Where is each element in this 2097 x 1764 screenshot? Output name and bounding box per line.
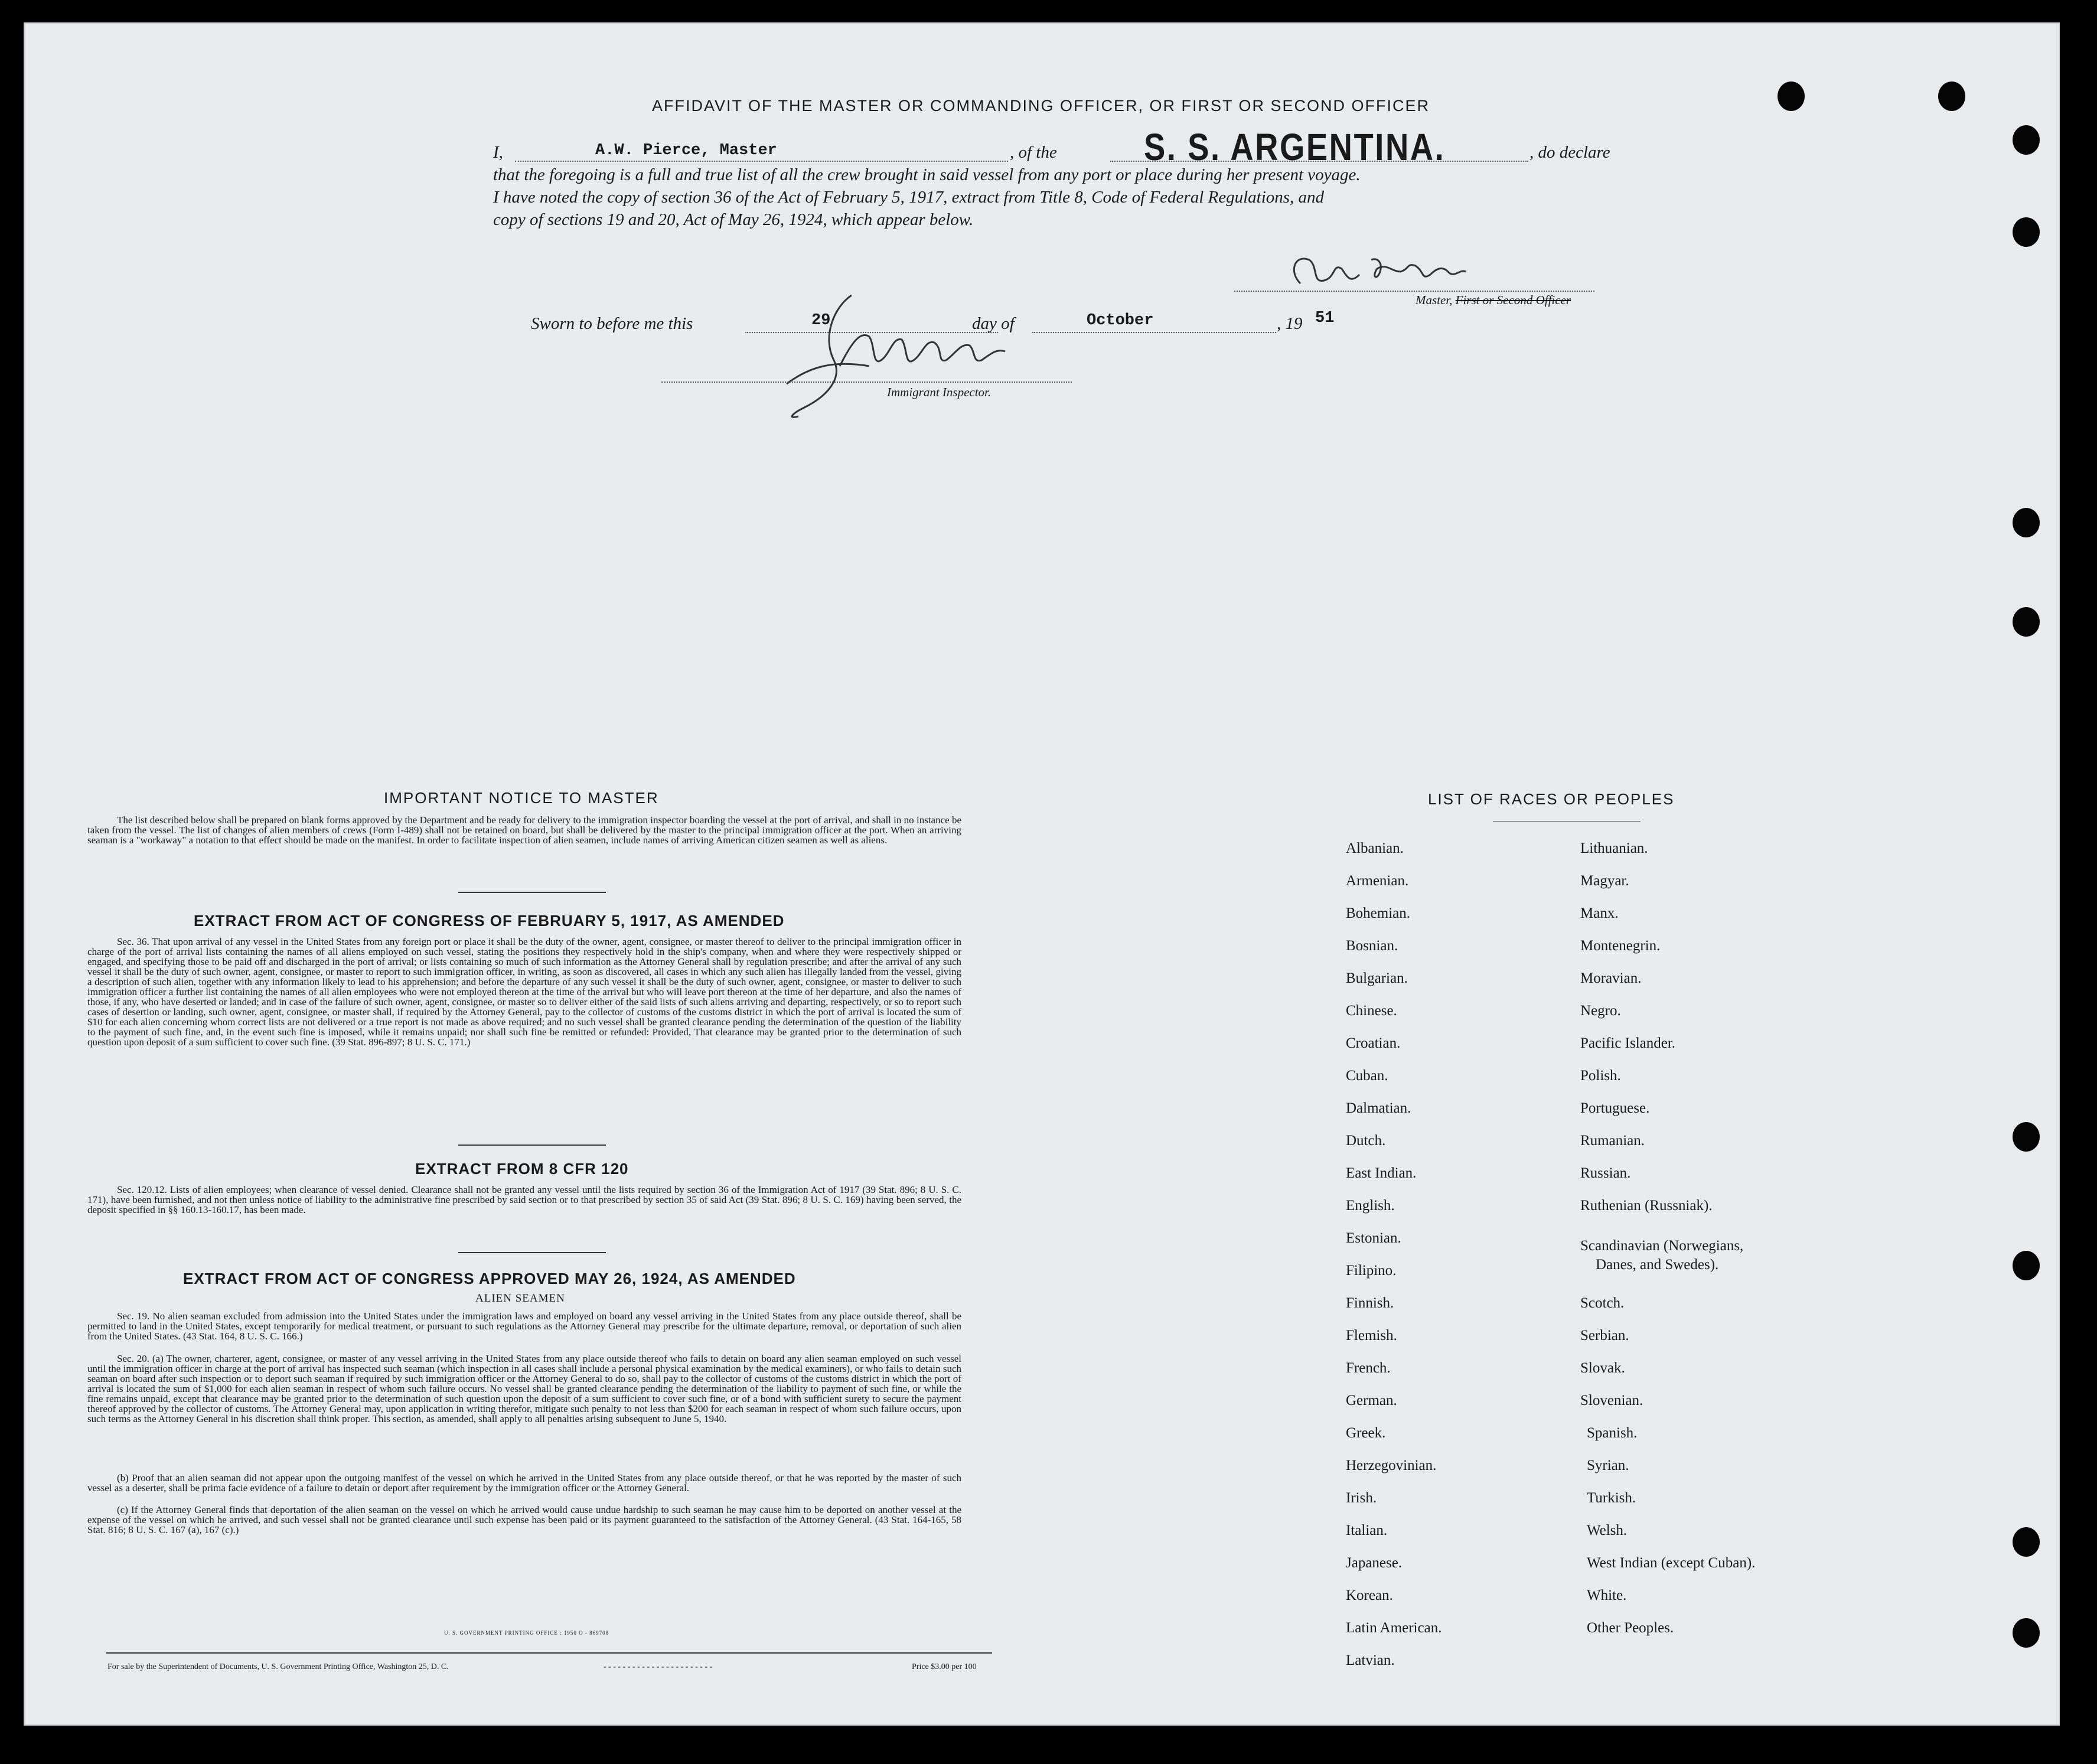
punch-hole (2013, 508, 2040, 537)
master-caption (1416, 293, 1571, 308)
sworn-day: 29 (811, 312, 831, 330)
divider (458, 1252, 606, 1253)
race-item: Manx. (1580, 905, 1619, 921)
inspector-signature-line (661, 382, 1072, 383)
of-the-label: , of the (1010, 143, 1057, 162)
race-item: Albanian. (1346, 840, 1404, 856)
race-item: Cuban. (1346, 1068, 1388, 1084)
divider (458, 1145, 606, 1146)
race-item: Latin American. (1346, 1620, 1442, 1636)
sec-20c-body: (c) If the Attorney General finds that deportation of the alien seaman on the vessel on which he arrived would cause undue hardship to such seaman he may cause him to be deported on another vessel at the expense of the vessel on which he arrived, and such vessel shall not be granted clearance until such expense has been paid or its payment guaranteed to the satisfaction of the Attorney General. (43 Stat. 164-165, 58 Stat. 816; 8 U. S. C. 167 (a), 167 (c).) (87, 1504, 961, 1535)
document-page (24, 22, 2060, 1726)
punch-hole (2013, 1527, 2040, 1557)
declaration-line-2: that the foregoing is a full and true list of all the crew brought in said vessel from any port or place during her present voyage. (493, 165, 1361, 184)
footer-left: For sale by the Superintendent of Documents, U. S. Government Printing Office, Washington 25, D. C. (107, 1662, 449, 1671)
ship-name-stamp: S. S. ARGENTINA. (1144, 126, 1446, 168)
race-item: Irish. (1346, 1490, 1377, 1506)
race-item: Bulgarian. (1346, 970, 1408, 986)
race-item: Herzegovinian. (1346, 1457, 1437, 1473)
race-item: Greek. (1346, 1425, 1386, 1441)
extract-1917-body: Sec. 36. That upon arrival of any vessel in the United States from any foreign port or place it shall be the duty of the owner, agent, consignee, or master thereof to deliver to the principal immigration officer in charge of the port of arrival lists containing the names of all aliens employed on such vessel, stating the positions they respectively hold in the ship's company, when and where they were respectively shipped or engaged, and specifying those to be paid off and discharged in the port of arrival; or lists containing so much of such information as the Attorney General shall by regulation prescribe; and after the arrival of any such vessel it shall be the duty of such owner, agent, consignee, or master to report to such immigration officer, in writing, as soon as discovered, all cases in which any such alien has illegally landed from the vessel, giving a description of such alien, together with any information likely to lead to his apprehension; and before the departure of any such vessel it shall be the duty of such owner, agent, consignee, or master to deliver to such immigration officer a further list containing the names of all alien employees who were not employed thereon at the time of the arrival but who will leave port thereon at the time of her departure, and also the names of those, if any, who have deserted or landed; and in case of the failure of such owner, agent, consignee, or master so to deliver either of the said lists of such aliens arriving and departing, respectively, or so to report such cases of desertion or landing, such owner, agent, consignee, or master shall, if required by the Attorney General, pay to the collector of customs of the customs district in which the port of arrival is located the sum of $10 for each alien concerning whom correct lists are not delivered or a true report is not made as above required; and no such vessel shall be granted clearance pending the determination of the question of the liability to the payment of such fine, and, in the event such fine is imposed, while it remains unpaid; nor shall such fine be remitted or refunded: Provided, That clearance may be granted prior to the determination of such question upon deposit of a sum sufficient to cover such fine. (39 Stat. 896-897; 8 U. S. C. 171.) (87, 936, 961, 1048)
race-item: Russian. (1580, 1165, 1631, 1181)
race-item: Scandinavian (Norwegians, (1580, 1238, 1744, 1254)
race-item: Montenegrin. (1580, 938, 1661, 954)
sworn-month: October (1087, 312, 1154, 330)
footer-price: Price $3.00 per 100 (912, 1662, 977, 1671)
punch-hole (2013, 1618, 2040, 1648)
race-item: Turkish. (1587, 1490, 1636, 1506)
master-signature-line (1234, 291, 1594, 292)
punch-hole (2013, 217, 2040, 247)
race-item: Slovenian. (1580, 1393, 1643, 1408)
year-suffix: 51 (1315, 309, 1335, 327)
sworn-label: Sworn to before me this (531, 314, 693, 333)
affidavit-title: AFFIDAVIT OF THE MASTER OR COMMANDING OFFICER, OR FIRST OR SECOND OFFICER (652, 97, 1430, 115)
race-item: Negro. (1580, 1003, 1621, 1019)
sworn-month-line (1032, 332, 1276, 333)
year-prefix: , 19 (1277, 314, 1303, 333)
ship-name-line (1110, 161, 1528, 162)
footer-rule (106, 1652, 992, 1654)
declaration-line-3: I have noted the copy of section 36 of the Act of February 5, 1917, extract from Title 8, Code of Federal Regulations, and (493, 188, 1325, 207)
race-item: Slovak. (1580, 1360, 1625, 1376)
notice-body: The list described below shall be prepared on blank forms approved by the Department and be ready for delivery to the immigration inspector boarding the vessel at the port of arrival, and shall in no instance be taken from the vessel. The list of changes of alien members of crews (Form I-489) shall not be retained on board, but shall be delivered by the master to the principal immigration officer at the port. When an arriving seaman is a "workaway" a notation to that effect should be made on the manifest. In order to facilitate inspection of alien seamen, include names of arriving American citizen seamen as well as aliens. (87, 814, 961, 846)
race-item: Bohemian. (1346, 905, 1411, 921)
race-item: Finnish. (1346, 1295, 1394, 1311)
day-of-label: day of (972, 314, 1015, 333)
divider (458, 892, 606, 893)
inspector-caption: Immigrant Inspector. (887, 385, 992, 399)
declaration-line-4: copy of sections 19 and 20, Act of May 26, 1924, which appear below. (493, 210, 974, 229)
races-title: LIST OF RACES OR PEOPLES (1428, 790, 1675, 808)
race-item: Polish. (1580, 1068, 1621, 1084)
race-item: Scotch. (1580, 1295, 1625, 1311)
declaration-i: I, (493, 143, 503, 162)
race-item: Ruthenian (Russniak). (1580, 1198, 1713, 1214)
race-item: Other Peoples. (1587, 1620, 1674, 1636)
master-name: A.W. Pierce, Master (595, 142, 777, 159)
alien-seamen-subtitle: ALIEN SEAMEN (475, 1292, 565, 1305)
race-item: Filipino. (1346, 1263, 1397, 1279)
race-item: Chinese. (1346, 1003, 1397, 1019)
inspector-signature (751, 272, 1058, 431)
race-item: Korean. (1346, 1587, 1393, 1603)
master-name-line (515, 161, 1008, 162)
race-item: Croatian. (1346, 1035, 1401, 1051)
race-item: Danes, and Swedes). (1596, 1257, 1719, 1273)
punch-hole (1778, 81, 1805, 111)
sec-20a-body: Sec. 20. (a) The owner, charterer, agent, consignee, or master of any vessel arriving in the United States from any place outside thereof who fails to detain on board any alien seaman employed on such vessel until the immigration officer in charge at the port of arrival has inspected such seaman (which inspection in all cases shall include a personal physical examination by the medical examiners), or who fails to detain such seaman on board after such inspection or to deport such seaman if required by such immigration officer or the Attorney General to do so, shall pay to the collector of customs of the customs district in which the port of arrival is located the sum of $1,000 for each alien seaman in respect of whom such failure occurs. No vessel shall be granted clearance pending the determination of the liability to payment of such fine, or while the fine remains unpaid, except that clearance may be granted prior to the determination of such question upon the deposit of a sum sufficient to cover such fine, or of a bond with sufficient surety to secure the payment thereof approved by the collector of customs. The Attorney General may, upon application in writing therefor, mitigate such penalty to not less than $200 for each seaman in respect of whom such failure occurs, upon such terms as the Attorney General in his discretion shall think proper. This section, as amended, shall apply to all penalties arising subsequent to June 5, 1940. (87, 1353, 961, 1424)
notice-title: IMPORTANT NOTICE TO MASTER (384, 789, 659, 807)
race-item: Flemish. (1346, 1328, 1397, 1344)
race-item: Welsh. (1587, 1522, 1628, 1538)
master-caption-master: Master, (1416, 293, 1453, 307)
race-item: Pacific Islander. (1580, 1035, 1676, 1051)
race-item: Portuguese. (1580, 1100, 1650, 1116)
footer-dots: - - - - - - - - - - - - - - - - - - - - - - - (604, 1662, 713, 1671)
punch-hole (2013, 1251, 2040, 1280)
race-item: English. (1346, 1198, 1395, 1214)
extract-cfr-title: EXTRACT FROM 8 CFR 120 (415, 1160, 629, 1178)
race-item: Bosnian. (1346, 938, 1398, 954)
race-item: Spanish. (1587, 1425, 1638, 1441)
master-caption-struck: First or Second Officer (1455, 293, 1571, 307)
race-item: Latvian. (1346, 1652, 1395, 1668)
gpo-line: U. S. GOVERNMENT PRINTING OFFICE : 1950 O - 869708 (444, 1630, 609, 1636)
race-item: French. (1346, 1360, 1391, 1376)
race-item: Armenian. (1346, 873, 1409, 889)
race-item: Japanese. (1346, 1555, 1403, 1571)
race-item: White. (1587, 1587, 1627, 1603)
race-item: Moravian. (1580, 970, 1642, 986)
race-item: Syrian. (1587, 1457, 1629, 1473)
extract-cfr-body: Sec. 120.12. Lists of alien employees; when clearance of vessel denied. Clearance shall not be granted any vessel until the lists required by section 36 of the Immigration Act of 1917 (39 Stat. 896; 8 U. S. C. 171), have been furnished, and not then unless notice of liability to the administrative fine prescribed by said section or to that prescribed by section 35 of said Act (39 Stat. 896; 8 U. S. C. 169) having been served, the deposit specified in §§ 160.13-160.17, has been made. (87, 1184, 961, 1215)
race-item: Magyar. (1580, 873, 1629, 889)
race-item: Lithuanian. (1580, 840, 1648, 856)
race-item: West Indian (except Cuban). (1587, 1555, 1756, 1571)
race-item: Estonian. (1346, 1230, 1401, 1246)
punch-hole (2013, 607, 2040, 637)
punch-hole (2013, 125, 2040, 155)
race-item: East Indian. (1346, 1165, 1417, 1181)
sec-20b-body: (b) Proof that an alien seaman did not appear upon the outgoing manifest of the vessel on which he arrived in the United States from any place outside thereof, or that he was reported by the master of such vessel as a deserter, shall be prima facie evidence of a failure to detain or deport after requirement by the immigration officer or the Attorney General. (87, 1472, 961, 1494)
sec-19-body: Sec. 19. No alien seaman excluded from admission into the United States under the immigration laws and employed on board any vessel arriving in the United States from any place outside thereof, shall be permitted to land in the United States, except temporarily for medical treatment, or pursuant to such regulations as the Attorney General may prescribe for the ultimate departure, removal, or deportation of such alien from the United States. (43 Stat. 164, 8 U. S. C. 166.) (87, 1310, 961, 1342)
do-declare-label: , do declare (1529, 143, 1610, 162)
race-item: Italian. (1346, 1522, 1388, 1538)
race-item: Rumanian. (1580, 1133, 1645, 1149)
extract-1917-title: EXTRACT FROM ACT OF CONGRESS OF FEBRUARY 5, 1917, AS AMENDED (194, 912, 785, 930)
race-item: Serbian. (1580, 1328, 1629, 1344)
punch-hole (1938, 81, 1965, 111)
extract-1924-title: EXTRACT FROM ACT OF CONGRESS APPROVED MAY 26, 1924, AS AMENDED (183, 1270, 796, 1287)
race-item: Dutch. (1346, 1133, 1386, 1149)
race-item: Dalmatian. (1346, 1100, 1411, 1116)
punch-hole (2013, 1122, 2040, 1152)
race-item: German. (1346, 1393, 1397, 1408)
